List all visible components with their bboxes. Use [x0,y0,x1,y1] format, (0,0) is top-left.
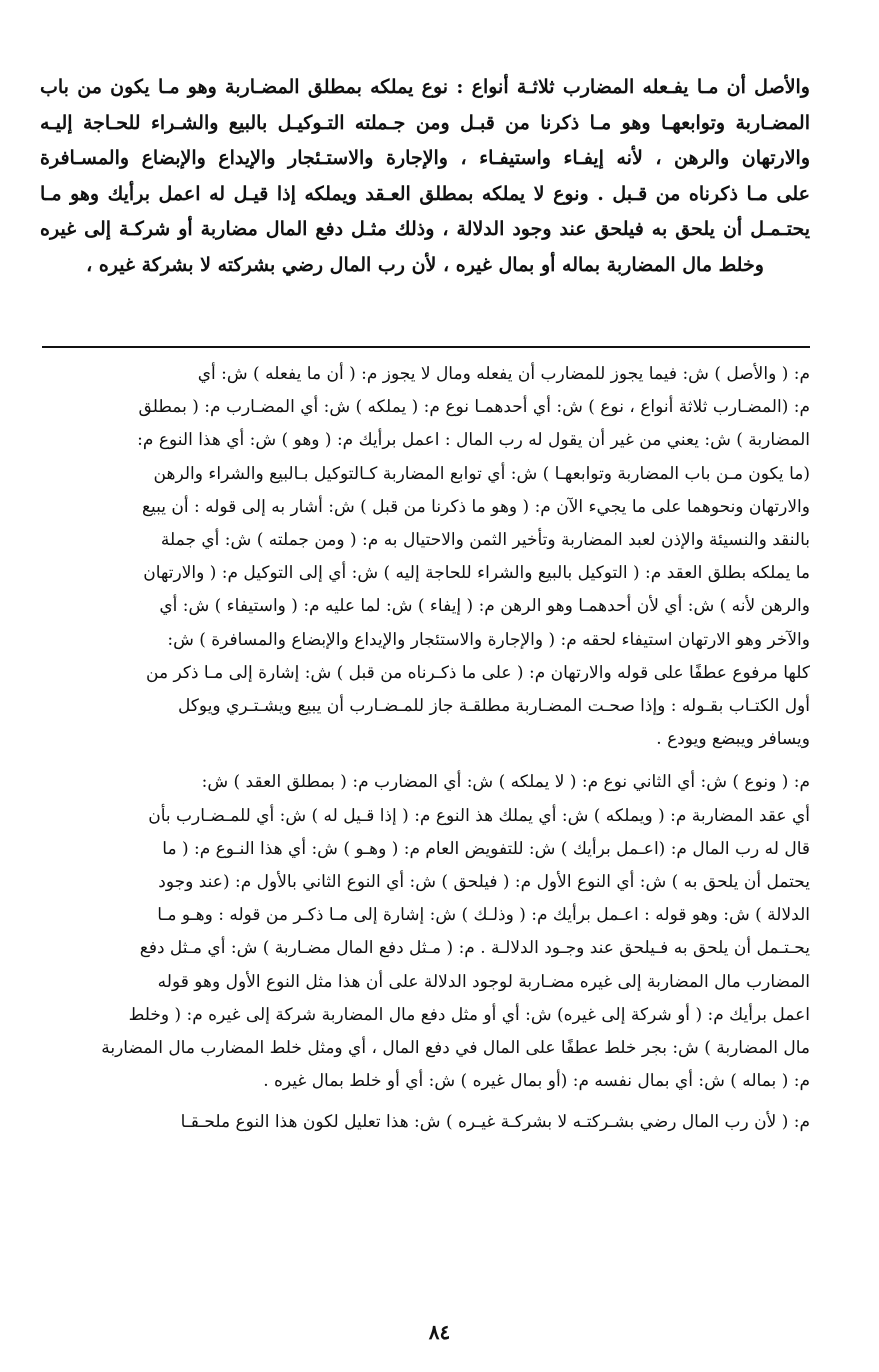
commentary-text [40,358,810,1140]
commentary-line: أول الكتـاب بقـوله : وإذا صحـت المضـاربة مطلقـة جاز للمـضـارب أن يبيع ويشـتـري ويوكل [177,696,810,717]
commentary-line: والآخر وهو الارتهان استيفاء لحقه م: ( والإجارة والاستئجار والإيداع والإبضاع والمسافرة ) ش: [167,629,810,650]
commentary-paragraph-3 [40,1106,810,1139]
main-text-line: والارتهان والرهن ، لأنه إيفـاء واستيفـاء ، والإجارة والاستـئجار والإيداع والإبضاع والمسـافرة [40,147,810,169]
commentary-line: يحتمل أن يلحق به ) ش: أي النوع الأول م: ( فيلحق ) ش: أي النوع الثاني بالأول م: (عند وجود [158,872,810,893]
commentary-paragraph-1 [40,358,810,756]
main-text-line: والأصل أن مـا يفـعله المضارب ثلاثـة أنواع : نوع يملكه بمطلق المضـاربة وهو مـا يكون من باب [40,76,810,98]
commentary-line: يحـتـمل أن يلحق به فـيلحق عند وجـود الدلالـة . م: ( مـثل دفع المال مضـاربة ) ش: أي مـثل دفع [139,938,810,959]
commentary-line: م: ( لأن رب المال رضي بشـركتـه لا بشركـة غيـره ) ش: هذا تعليل لكون هذا النوع ملحـقـا [180,1112,810,1133]
commentary-line: بالنقد والنسيئة والإذن لعبد المضاربة وتأخير الثمن والاحتيال به م: ( ومن جملته ) ش: أي جملة [160,530,810,551]
commentary-line: م: ( ونوع ) ش: أي الثاني نوع م: ( لا يملكه ) ش: أي المضارب م: ( بمطلق العقد ) ش: [201,772,810,793]
footnote-divider [42,346,810,348]
commentary-line: والارتهان ونحوهما على ما يجيء الآن م: ( وهو ما ذكرنا من قبل ) ش: أشار به إلى قوله : أن يبيع [141,496,810,517]
commentary-line: م: ( والأصل ) ش: فيما يجوز للمضارب أن يفعله ومال لا يجوز م: ( أن ما يفعله ) ش: أي [197,364,810,384]
commentary-line: والرهن لأنه ) ش: أي لأن أحدهمـا وهو الرهن م: ( إيفاء ) ش: لما عليه م: ( واستيفاء ) ش: أي [159,596,810,617]
commentary-line: ويسافر ويبضع ويودع . [656,729,810,750]
commentary-line: كلها مرفوع عطفًا على قوله والارتهان م: ( على ما ذكـرناه من قبل ) ش: إشارة إلى مـا ذكر من [146,662,810,683]
main-text-line: يحتـمـل أن يلحق به فيلحق عند وجود الدلالة ، وذلك مثـل دفع المال مضاربة أو شركـة إلى غيره [40,218,810,240]
commentary-line: مال المضاربة ) ش: بجر خلط عطفًا على المال في دفع المال ، أي ومثل خلط المضارب مال المضاربة [101,1038,810,1059]
commentary-line: م: ( بماله ) ش: أي بمال نفسه م: (أو بمال غيره ) ش: أي أو خلط بمال غيره . [263,1071,810,1092]
commentary-line: (ما يكون مـن باب المضاربة وتوابعهـا ) ش: أي توابع المضاربة كـالتوكيل بـالبيع والشراء والرهن [153,463,810,484]
main-text-line: على مـا ذكرناه من قـبل . ونوع لا يملكه بمطلق العـقد ويملكه إذا قيـل له اعمل برأيك وهو مـا [40,182,810,205]
commentary-line: م: (المضـارب ثلاثة أنواع ، نوع ) ش: أي أحدهمـا نوع م: ( يملكه ) ش: أي المضـارب م: ( بمطلق [138,397,810,418]
page-number: ٨٤ [428,1320,451,1344]
commentary-line: المضارب مال المضاربة إلى غيره مضـاربة لوجود الدلالة على أن هذا مثل النوع الأول وهو قوله [157,971,810,992]
commentary-line: أي عقد المضاربة م: ( ويملكه ) ش: أي يملك هذ النوع م: ( إذا قـيل له ) ش: أي للمـضـارب بأن [148,805,810,826]
commentary-paragraph-2 [40,766,810,1098]
main-text-line: المضـاربة وتوابعهـا وهو مـا ذكرنا من قبـل ومن جـملته التـوكيـل بالبيع والشـراء للحـاجة إليـه [40,111,810,134]
main-text-line: وخلط مال المضاربة بماله أو بمال غيره ، لأن رب المال رضي بشركته لا بشركة غيره ، [86,253,764,276]
main-text [40,70,810,283]
commentary-line: الدلالة ) ش: وهو قوله : اعـمل برأيك م: ( وذلـك ) ش: إشارة إلى مـا ذكـر من قوله : وهـو مـا [157,905,810,926]
commentary-line: قال له رب المال م: (اعـمل برأيك ) ش: للتفويض العام م: ( وهـو ) ش: أي هذا النـوع م: ( ما [162,838,810,859]
commentary-line: اعمل برأيك م: ( أو شركة إلى غيره) ش: أي أو مثل دفع مال المضاربة شركة إلى غيره م: ( وخلط [128,1004,810,1025]
commentary-line: المضاربة ) ش: يعني من غير أن يقول له رب المال : اعمل برأيك م: ( وهو ) ش: أي هذا النوع م: [137,430,810,451]
commentary-line: ما يملكه بطلق العقد م: ( التوكيل بالبيع والشراء للحاجة إليه ) ش: أي إلى التوكيل م: ( والارتهان [143,563,810,584]
